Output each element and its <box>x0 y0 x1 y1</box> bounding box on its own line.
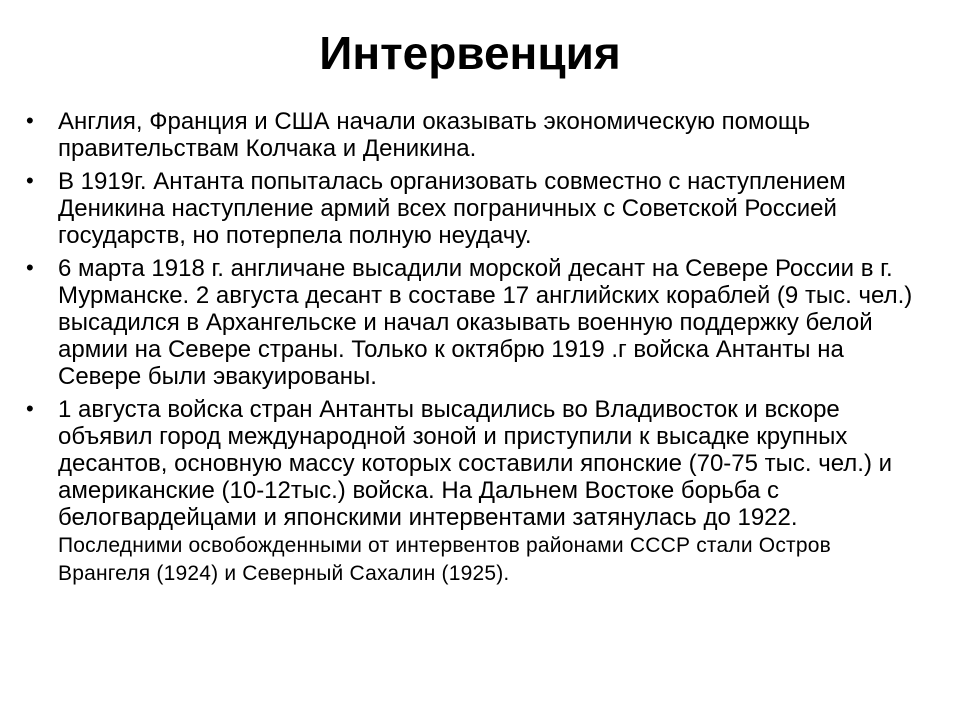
bullet-item-2 <box>26 168 926 249</box>
bullet-item-1 <box>26 108 926 162</box>
bullet-icon: • <box>26 108 34 133</box>
bullet-text: 6 марта 1918 г. англичане высадили морской десант на Севере России в г. Мурманске. 2 августа десант в составе 17 английских кораблей (9 тыс. чел.) высадился в Архангельске и начал оказывать военную поддержку белой армии на Севере страны. Только к октябрю 1919 .г войска Антанты на Севере были эвакуированы. <box>58 255 913 390</box>
bullet-item-4 <box>26 396 926 587</box>
slide-title: Интервенция <box>319 27 621 79</box>
bullet-icon: • <box>26 168 34 193</box>
bullet-list <box>26 108 926 593</box>
bullet-icon: • <box>26 255 34 280</box>
bullet-text-small: Последними освобожденными от интервентов районами СССР стали Остров Врангеля (1924) и Северный Сахалин (1925). <box>58 534 831 585</box>
bullet-text: Англия, Франция и США начали оказывать экономическую помощь правительствам Колчака и Деникина. <box>58 108 811 162</box>
bullet-text: 1 августа войска стран Антанты высадились во Владивосток и вскоре объявил город международной зоной и приступили к высадке крупных десантов, основную массу которых составили японские (70-75 тыс. чел.) и американские (10-12тыс.) войска. На Дальнем Востоке борьба с белогвардейцами и японскими интервентами затянулась до 1922. <box>58 396 893 531</box>
bullet-text: В 1919г. Антанта попыталась организовать совместно с наступлением Деникина наступление армий всех пограничных с Советской Россией государств, но потерпела полную неудачу. <box>58 168 846 249</box>
bullet-icon: • <box>26 396 34 421</box>
bullet-item-3 <box>26 255 926 390</box>
